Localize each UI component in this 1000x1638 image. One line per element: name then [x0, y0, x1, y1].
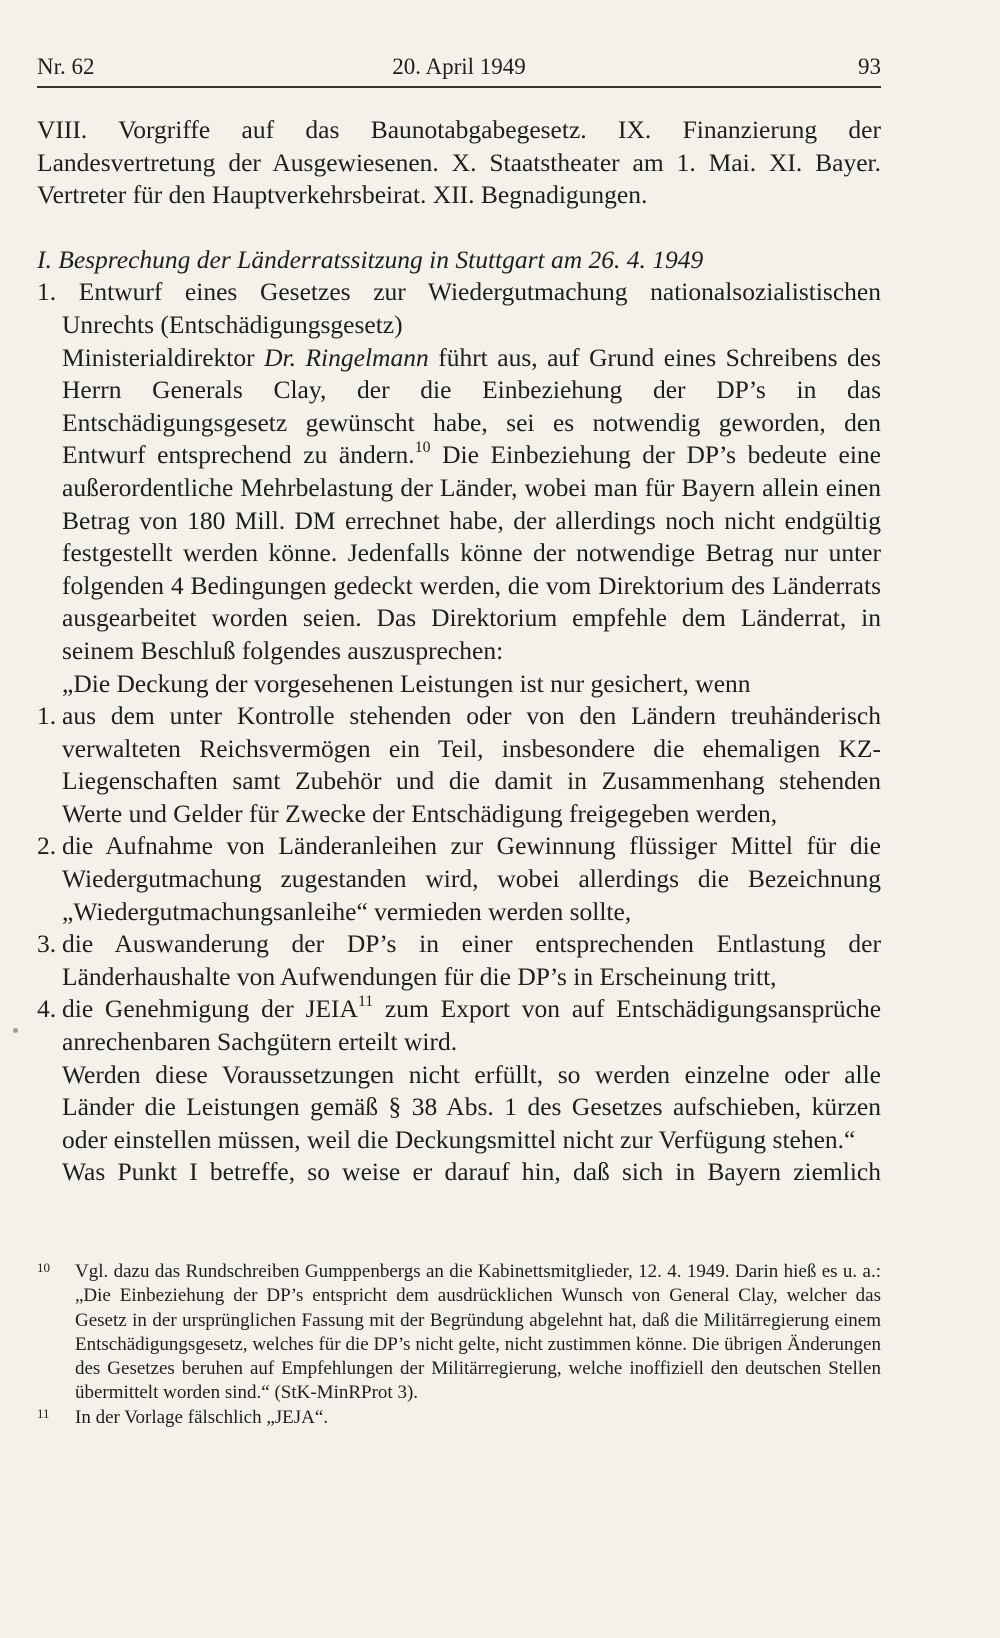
- condition-number: 4.: [37, 994, 57, 1024]
- footnote-ref-11[interactable]: 11: [357, 993, 374, 1011]
- spacer: [37, 212, 881, 244]
- subheading-line-2: Unrechts (Entschädigungsgesetz): [62, 309, 403, 339]
- footnote-ref-10[interactable]: 10: [414, 439, 431, 457]
- condition-text: zum Export von auf Entschädigungsansprüche anrechenbaren Sachgütern erteilt wird.: [62, 994, 882, 1057]
- running-header: [37, 50, 881, 84]
- subheading-line-1: 1. Entwurf eines Gesetzes zur Wiedergutmachung nationalsozialistischen: [37, 277, 881, 307]
- condition-item: [37, 830, 881, 928]
- condition-item: [37, 700, 881, 830]
- footnote-text: Vgl. dazu das Rundschreiben Gumppenbergs an die Kabinettsmitglieder, 12. 4. 1949. Darin hieß es u. a.: „Die Einbeziehung der DP’s entspricht dem ausdrücklichen Wunsch von General Clay, welcher das Gesetz in der ursprünglichen Fassung mit der Begründung abgelehnt hat, daß die Militärregierung einem Entschädigungsgesetz, welches für die DP’s nicht gelte, nicht zustimmen könne. Die übrigen Änderungen des Gesetzes beruhen auf Empfehlungen der Militärregierung, welche inoffiziell den deutschen Stellen übermittelt worden sind.“ (StK-MinRProt 3).: [75, 1261, 881, 1404]
- section-heading: I. Besprechung der Länderratssitzung in Stuttgart am 26. 4. 1949: [37, 244, 704, 274]
- header-date: 20. April 1949: [392, 54, 526, 79]
- condition-item: [37, 993, 881, 1058]
- paragraph-ringelmann: [37, 342, 881, 668]
- footnote-11: [37, 1406, 881, 1430]
- main-text: [37, 114, 881, 1189]
- footnote-number: 10: [37, 1260, 50, 1275]
- footnotes: [37, 1260, 881, 1430]
- quote-intro: „Die Deckung der vorgesehenen Leistungen ist nur gesichert, wenn: [62, 668, 751, 698]
- condition-item: [37, 928, 881, 993]
- condition-number: 1.: [37, 701, 57, 731]
- condition-number: 2.: [37, 831, 57, 861]
- continuing-paragraph: Was Punkt I betreffe, so weise er darauf hin, daß sich in Bayern ziemlich: [62, 1157, 881, 1187]
- page-number: 93: [858, 54, 881, 79]
- footnote-number: 11: [37, 1405, 50, 1421]
- header-rule: [37, 86, 881, 88]
- quote-close: Werden diese Voraussetzungen nicht erfüllt, so werden einzelne oder alle Länder die Leistungen gemäß § 38 Abs. 1 des Gesetzes aufschieben, kürzen oder einstellen müssen, weil die Deckungsmittel nicht zur Verfügung stehen.“: [62, 1059, 881, 1154]
- agenda-continuation: VIII. Vorgriffe auf das Baunotabgabegesetz. IX. Finanzierung der Landesvertretung der Ausgewiesenen. X. Staatstheater am 1. Mai. XI. Bayer. Vertreter für den Hauptverkehrsbeirat. XII. Begnadigungen.: [37, 115, 881, 210]
- document-number: Nr. 62: [37, 54, 95, 79]
- condition-text: aus dem unter Kontrolle stehenden oder von den Ländern treuhänderisch verwalteten Reichsvermögen ein Teil, insbesondere die ehemaligen KZ-Liegenschaften samt Zubehör und die damit in Zusammenhang stehenden Werte und Gelder für Zwecke der Entschädigung freigegeben werden,: [62, 701, 881, 828]
- condition-number: 3.: [37, 929, 57, 959]
- condition-text: die Genehmigung der JEIA: [62, 994, 358, 1024]
- speaker-name: Dr. Ringelmann: [264, 342, 429, 372]
- footnote-text: In der Vorlage fälschlich „JEJA“.: [75, 1406, 329, 1428]
- margin-mark: [13, 1028, 18, 1033]
- condition-text: die Aufnahme von Länderanleihen zur Gewinnung flüssiger Mittel für die Wiedergutmachung zugestanden wird, wobei allerdings die Bezeichnung „Wiedergutmachungsanleihe“ vermieden werden sollte,: [62, 831, 881, 926]
- condition-text: die Auswanderung der DP’s in einer entsprechenden Entlastung der Länderhaushalte von Aufwendungen für die DP’s in Erscheinung tritt,: [62, 929, 881, 991]
- footnote-10: [37, 1260, 881, 1406]
- para-text: führt aus, auf Grund eines Schreibens des Herrn Generals Clay, der die Einbeziehung der DP’s in das Entschädigungsgesetz gewünscht habe, sei es notwendig geworden, den Entwurf entsprechend zu ändern.: [62, 342, 881, 470]
- para-text: Die Einbeziehung der DP’s bedeute eine außerordentliche Mehrbelastung der Länder, wobei man für Bayern allein einen Betrag von 180 Mill. DM errechnet habe, der allerdings noch nicht endgültig festgestellt werden könne. Jedenfalls könne der notwendige Betrag nur unter folgenden 4 Bedingungen gedeckt werden, die vom Direktorium des Länderrats ausgearbeitet worden seien. Das Direktorium empfehle dem Länderrat, in seinem Beschluß folgendes auszusprechen:: [62, 440, 881, 665]
- para-text: Ministerialdirektor: [62, 342, 265, 372]
